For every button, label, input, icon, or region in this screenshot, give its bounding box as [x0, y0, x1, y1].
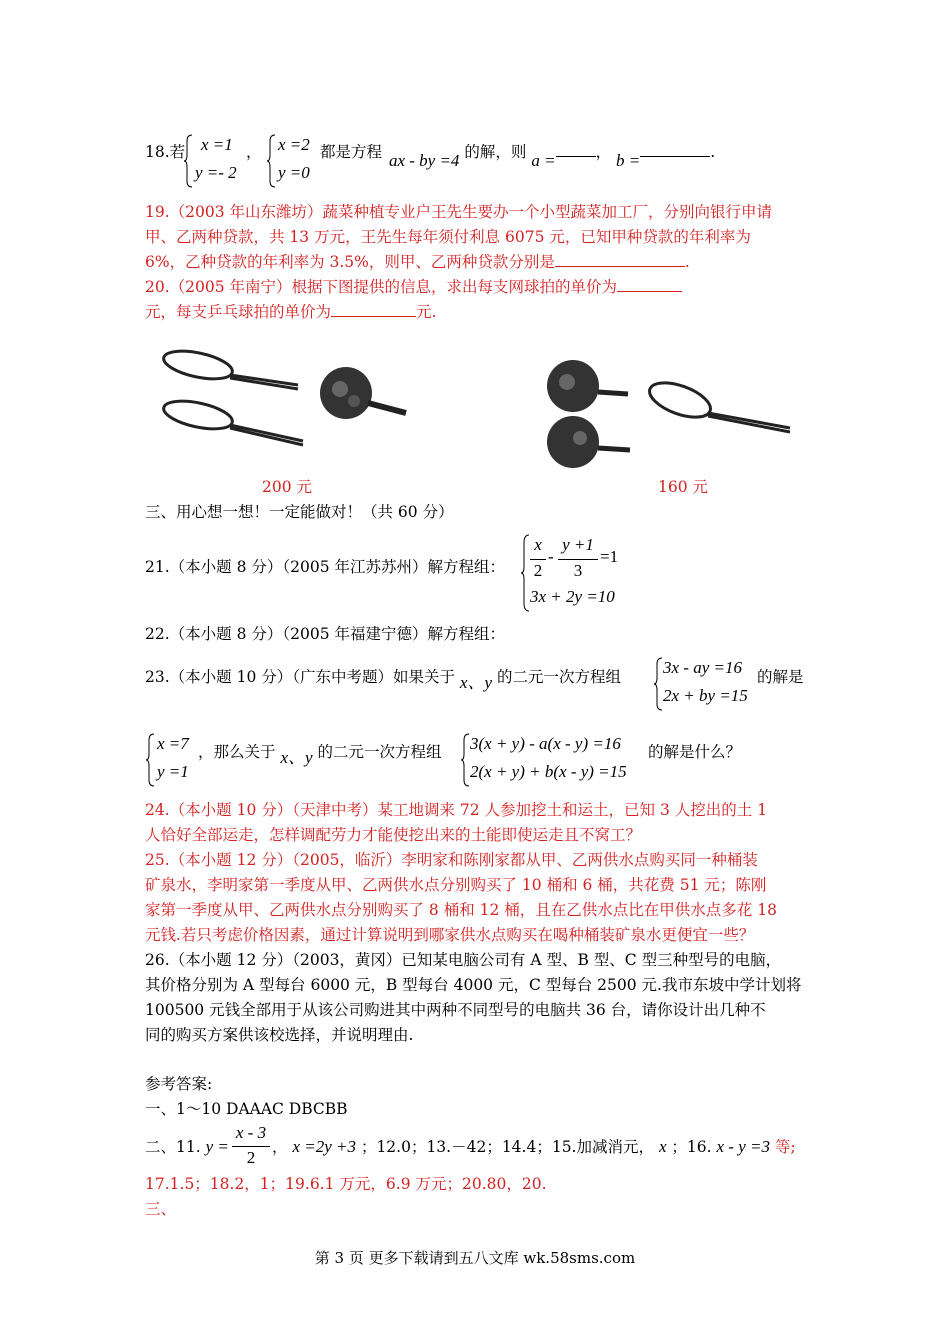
q21-f2-den: 3 — [573, 561, 583, 580]
q21-eq1-rhs: =1 — [600, 547, 619, 566]
q23-line2b: 的二元一次方程组 — [317, 743, 442, 761]
q23-system-2 — [145, 732, 205, 788]
answers-two-d: ；16. — [671, 1138, 712, 1156]
q23-s2-row2: y =1 — [157, 762, 189, 781]
left-rackets-image — [158, 345, 418, 465]
q18-line — [145, 140, 185, 164]
q18-suffix: 的解，则 — [464, 143, 527, 161]
q23-vars-2: x、y — [280, 748, 313, 767]
q23-line2c: 的解是什么？ — [648, 743, 742, 761]
q20-line2a: 元，每支乒乓球拍的单价为 — [145, 303, 332, 321]
answers-part-one: 一、1～10 DAAAC DBCBB — [145, 1100, 348, 1118]
q26-line1: 26.（本小题 12 分）（2003，黄冈）已知某电脑公司有 A 型、B 型、C 型三种型号的电脑， — [145, 951, 782, 969]
answers-part-three: 三、 — [145, 1200, 177, 1218]
q18-a-blank[interactable] — [556, 156, 596, 157]
q21-system — [520, 533, 640, 613]
q19-line3: 6%，乙种贷款的年利率为 3.5%，则甲、乙两种贷款分别是 — [145, 253, 555, 271]
q20-blank-pingpong[interactable] — [331, 316, 416, 317]
q20-blank-tennis[interactable] — [617, 291, 682, 292]
q23-line1b: 的二元一次方程组 — [496, 668, 621, 686]
q23-s3-row2: 2(x + y) + b(x - y) =15 — [470, 762, 627, 781]
q19-line1: 19.（2003 年山东潍坊）蔬菜种植专业户王先生要办一个小型蔬菜加工厂，分别向银行申请 — [145, 203, 773, 221]
q18-equation: ax - by =4 — [388, 151, 460, 170]
q23-s1-row2: 2x + by =15 — [663, 686, 748, 705]
brace-icon — [266, 133, 276, 189]
right-price: 160 元 — [658, 478, 709, 496]
q19-blank[interactable] — [555, 266, 685, 267]
q18-sep: ， — [595, 143, 612, 161]
section3-title: 三、用心想一想！一定能做对！（共 60 分） — [145, 503, 454, 521]
answers-line17: 17.1.5；18.2，1；19.6.1 万元，6.9 万元；20.80，20. — [145, 1175, 547, 1193]
q21-f2-num: y +1 — [562, 535, 594, 554]
answers-part-two — [145, 1135, 229, 1159]
q18-sys2-row2: y =0 — [278, 163, 310, 182]
q18-end: . — [710, 143, 716, 161]
q26-line2: 其价格分别为 A 型每台 6000 元，B 型每台 4000 元，C 型每台 2500 元.我市东坡中学计划将 — [145, 976, 802, 994]
q21-text: 21.（本小题 8 分）（2005 年江苏苏州）解方程组： — [145, 558, 505, 576]
q23-s3-row1: 3(x + y) - a(x - y) =16 — [470, 734, 621, 753]
brace-icon — [520, 533, 530, 613]
q18-mid: 都是方程 — [320, 143, 383, 161]
q18-b-label: b = — [616, 151, 641, 170]
q26-line3: 100500 元钱全部用于从该公司购进其中两种不同型号的电脑共 36 台，请你设计出几种不 — [145, 1001, 766, 1019]
q18-sys1-row1: x =1 — [201, 135, 233, 154]
q23-line1c: 的解是 — [757, 668, 804, 686]
q18-a-label: a = — [531, 151, 556, 170]
q18-sys1-row2: y =- 2 — [195, 163, 237, 182]
answers-two-num: x - 3 — [235, 1123, 267, 1142]
q21-f1-num: x — [534, 535, 542, 554]
q23-s1-row1: 3x - ay =16 — [663, 658, 742, 677]
q24-line1: 24.（本小题 10 分）（天津中考）某工地调来 72 人参加挖土和运土，已知 3 人挖出的土 1 — [145, 801, 768, 819]
left-price: 200 元 — [262, 478, 313, 496]
q25-line3: 家第一季度从甲、乙两供水点分别购买了 8 桶和 12 桶，且在乙供水点比在甲供水点多花 18 — [145, 901, 777, 919]
q23-line2a: ，那么关于 — [198, 743, 276, 761]
q21-f1-den: 2 — [533, 561, 543, 580]
q21-minus: - — [548, 547, 554, 566]
q26-line4: 同的购买方案供该校选择，并说明理由. — [145, 1026, 414, 1044]
q20-line1: 20.（2005 年南宁）根据下图提供的信息，求出每支网球拍的单价为 — [145, 278, 618, 296]
q19-end: . — [684, 253, 690, 271]
answers-two-b: ， — [272, 1138, 288, 1156]
q18-b-blank[interactable] — [640, 156, 710, 157]
q25-line1: 25.（本小题 12 分）（2005，临沂）李明家和陈刚家都从甲、乙两供水点购买同一种桶装 — [145, 851, 758, 869]
brace-icon — [183, 133, 193, 189]
answers-two-f: 等; — [774, 1138, 796, 1156]
q23-system-3 — [460, 732, 650, 788]
right-rackets-image — [540, 358, 810, 468]
q25-line2: 矿泉水，李明家第一季度从甲、乙两供水点分别购买了 10 桶和 6 桶，共花费 51 元；陈刚 — [145, 876, 767, 894]
answers-two-e: x - y =3 — [716, 1137, 770, 1156]
answers-two-a: 二、11. — [145, 1138, 201, 1156]
q23-line1a: 23.（本小题 10 分）（广东中考题）如果关于 — [145, 668, 455, 686]
page-footer: 第 3 页 更多下载请到五八文库 wk.58sms.com — [314, 1249, 636, 1267]
q23-system-1 — [653, 656, 763, 712]
q23-s2-row1: x =7 — [157, 734, 189, 753]
answers-two-den: 2 — [246, 1148, 256, 1167]
answers-two-x: x =2y +3 — [292, 1137, 356, 1156]
q21-eq2: 3x + 2y =10 — [530, 587, 615, 606]
answers-two-xv: x — [658, 1137, 667, 1156]
brace-icon — [460, 732, 470, 788]
q18-prefix: 18.若 — [145, 143, 186, 161]
answers-title: 参考答案: — [145, 1075, 213, 1093]
q24-line2: 人恰好全部运走，怎样调配劳力才能使挖出来的土能即使运走且不窝工？ — [145, 826, 642, 844]
q18-sys2-row1: x =2 — [278, 135, 310, 154]
q23-vars: x、y — [459, 673, 493, 692]
answers-two-y: y = — [205, 1137, 229, 1156]
q25-line4: 元钱.若只考虑价格因素，通过计算说明到哪家供水点购买在喝种桶装矿泉水更便宜一些？ — [145, 926, 755, 944]
q22-text: 22.（本小题 8 分）（2005 年福建宁德）解方程组： — [145, 625, 505, 643]
brace-icon — [145, 732, 155, 788]
q18-system-1 — [183, 133, 253, 189]
q20-line2b: 元. — [416, 303, 437, 321]
q19-line2: 甲、乙两种贷款，共 13 万元，王先生每年须付利息 6075 元，已知甲种贷款的年利率为 — [145, 228, 751, 246]
brace-icon — [653, 656, 663, 712]
q18-comma: ， — [246, 143, 262, 161]
answers-two-c: ；12.0；13.－42；14.4；15.加减消元， — [360, 1138, 654, 1156]
q18-system-2 — [266, 133, 321, 189]
